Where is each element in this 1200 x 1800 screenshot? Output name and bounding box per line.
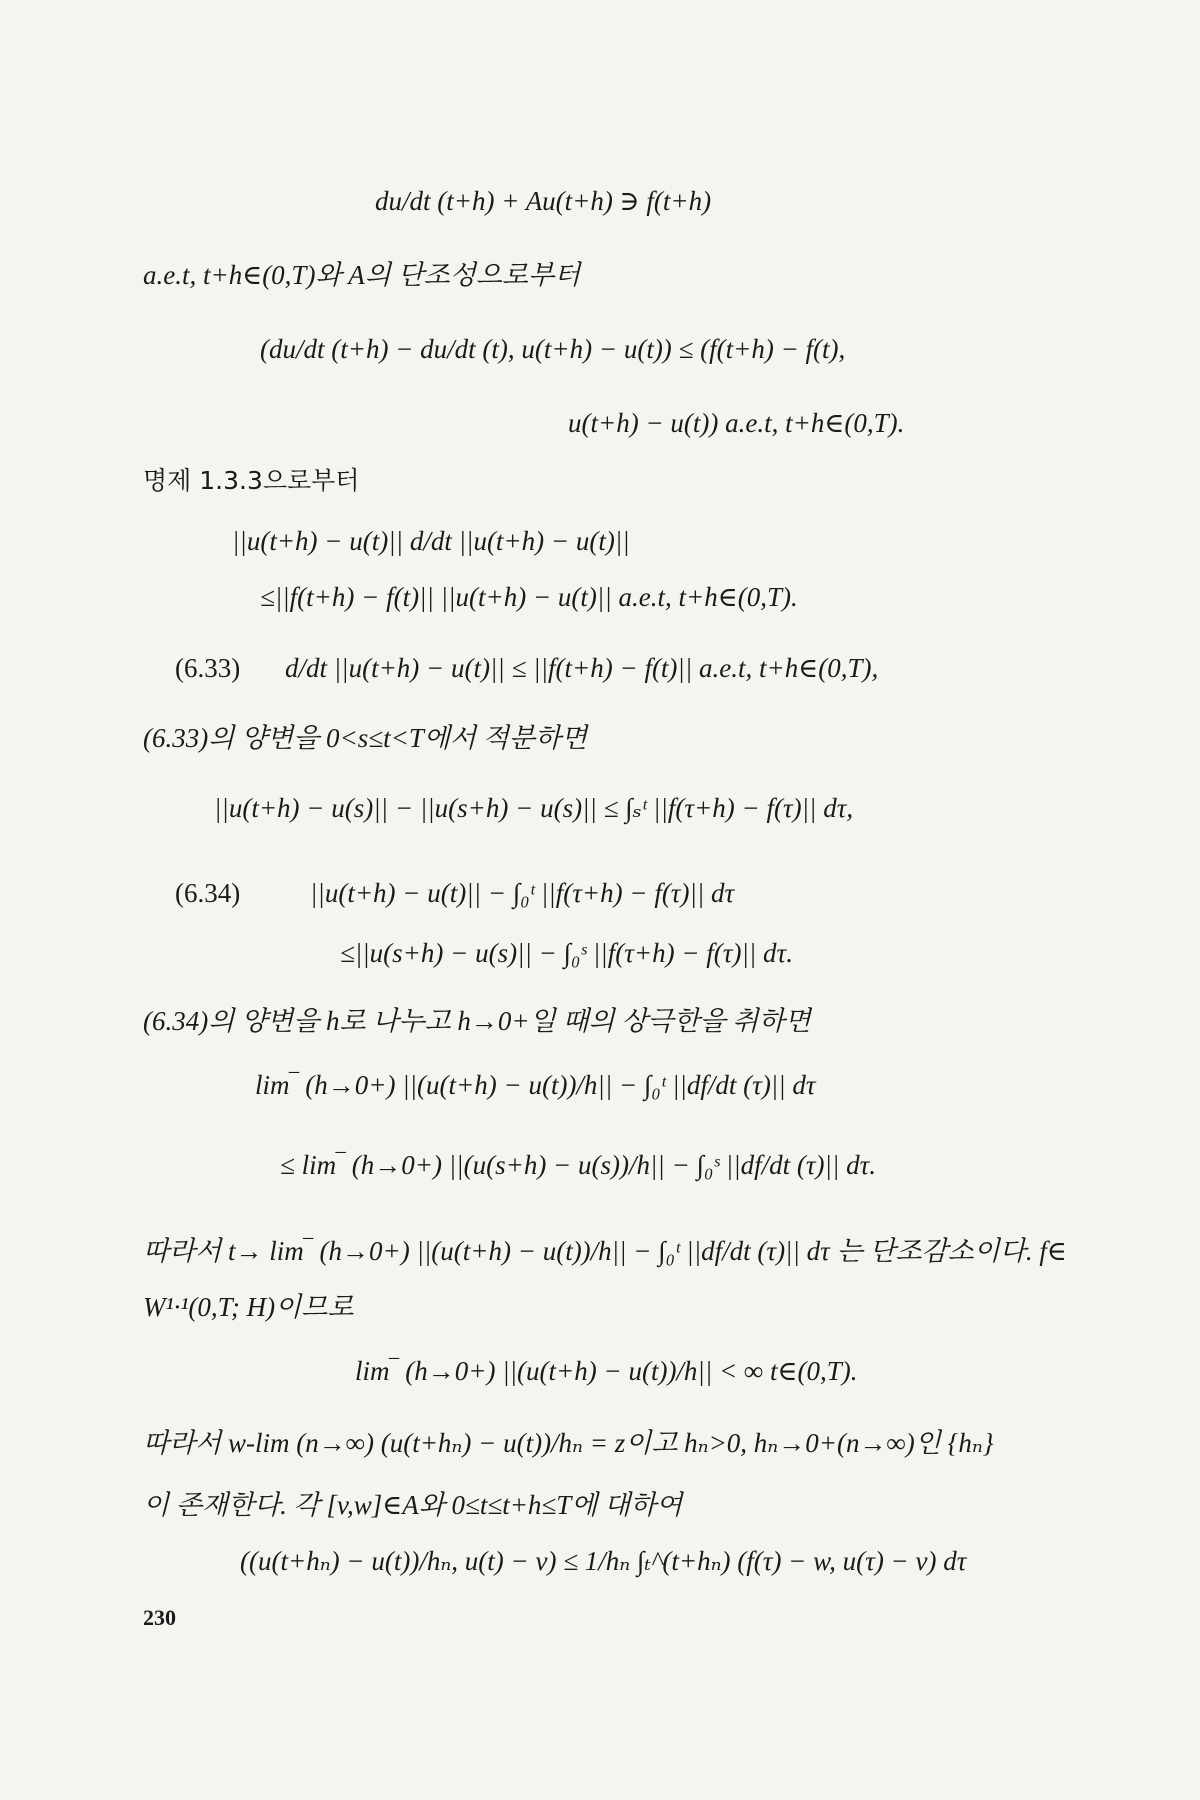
equation: ||u(t+h) − u(t)|| d/dt ||u(t+h) − u(t)|| xyxy=(232,526,630,556)
equation: lim‾ (h→0+) ||(u(t+h) − u(t))/h|| < ∞ t∈(0,T). xyxy=(355,1356,858,1386)
equation-number: (6.33) xyxy=(175,653,241,683)
equation: du/dt (t+h) + Au(t+h) ∋ f(t+h) xyxy=(375,186,712,216)
text-line: (6.33)의 양변을 0<s≤t<T에서 적분하면 xyxy=(143,723,588,753)
text-line: 따라서 w-lim (n→∞) (u(t+hₙ) − u(t))/hₙ = z이고 hₙ>0, hₙ→0+(n→∞)인 {hₙ} xyxy=(143,1428,994,1458)
equation: ((u(t+hₙ) − u(t))/hₙ, u(t) − v) ≤ 1/hₙ ∫ₜ^(t+hₙ) (f(τ) − w, u(τ) − v) dτ xyxy=(240,1546,967,1576)
equation: ≤ lim‾ (h→0+) ||(u(s+h) − u(s))/h|| − ∫₀ˢ ||df/dt (τ)|| dτ. xyxy=(280,1150,877,1180)
page-number: 230 xyxy=(143,1605,176,1630)
equation: d/dt ||u(t+h) − u(t)|| ≤ ||f(t+h) − f(t)|| a.e.t, t+h∈(0,T), xyxy=(285,653,879,683)
equation: u(t+h) − u(t)) a.e.t, t+h∈(0,T). xyxy=(568,408,905,438)
equation: lim‾ (h→0+) ||(u(t+h) − u(t))/h|| − ∫₀ᵗ ||df/dt (τ)|| dτ xyxy=(255,1070,816,1100)
text-line: 이 존재한다. 각 [v,w]∈A와 0≤t≤t+h≤T에 대하여 xyxy=(143,1490,683,1520)
equation: ||u(t+h) − u(t)|| − ∫₀ᵗ ||f(τ+h) − f(τ)|| dτ xyxy=(310,878,735,908)
text-line: a.e.t, t+h∈(0,T)와 A의 단조성으로부터 xyxy=(143,260,581,290)
text-line: (6.34)의 양변을 h로 나누고 h→0+일 때의 상극한을 취하면 xyxy=(143,1006,811,1036)
equation-number: (6.34) xyxy=(175,878,241,908)
text-line: 명제 1.3.3으로부터 xyxy=(143,466,360,495)
text-line: W¹·¹(0,T; H)이므로 xyxy=(143,1292,354,1322)
equation: ≤||f(t+h) − f(t)|| ||u(t+h) − u(t)|| a.e.t, t+h∈(0,T). xyxy=(260,582,798,612)
equation: (du/dt (t+h) − du/dt (t), u(t+h) − u(t)) ≤ (f(t+h) − f(t), xyxy=(260,334,846,364)
text-line: 따라서 t→ lim‾ (h→0+) ||(u(t+h) − u(t))/h|| − ∫₀ᵗ ||df/dt (τ)|| dτ 는 단조감소이다. f∈ xyxy=(143,1236,1067,1266)
equation: ≤||u(s+h) − u(s)|| − ∫₀ˢ ||f(τ+h) − f(τ)|| dτ. xyxy=(340,938,793,968)
equation: ||u(t+h) − u(s)|| − ||u(s+h) − u(s)|| ≤ ∫ₛᵗ ||f(τ+h) − f(τ)|| dτ, xyxy=(214,793,854,823)
